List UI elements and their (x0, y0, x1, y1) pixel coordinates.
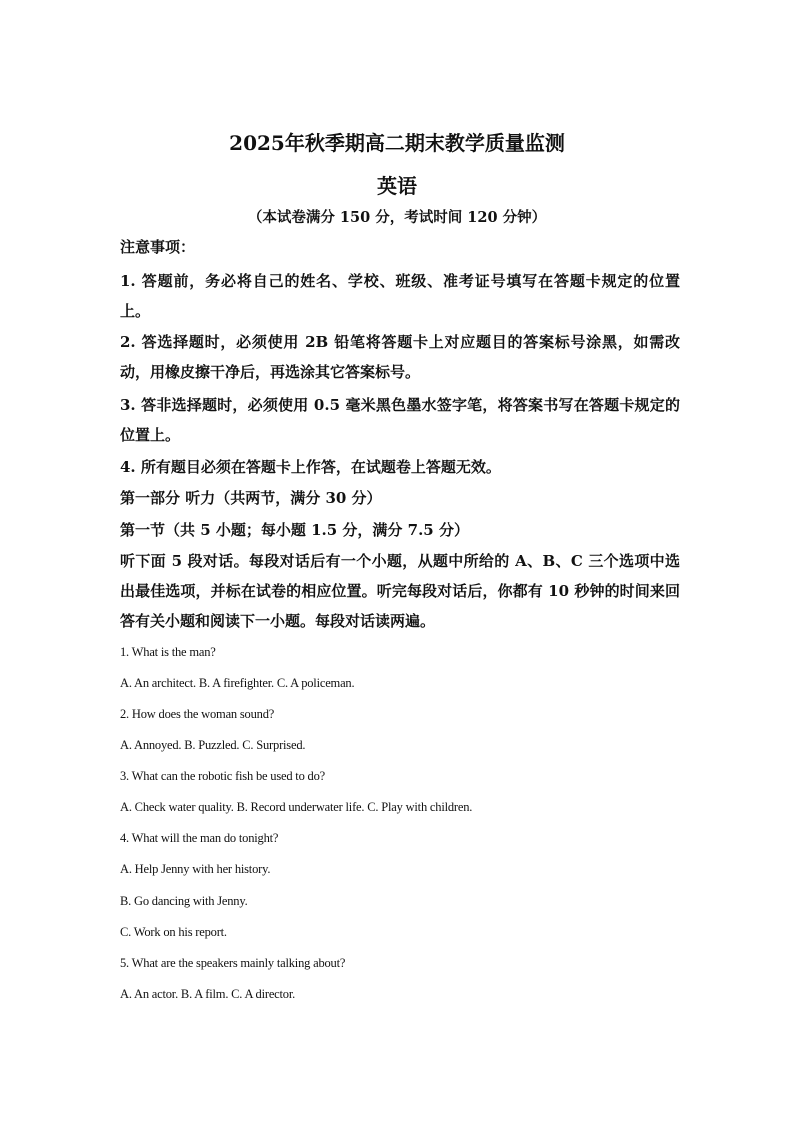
question-4-option-a: A. Help Jenny with her history. (120, 862, 271, 876)
question-4: 4. What will the man do tonight? (120, 831, 279, 845)
question-1-options: A. An architect. B. A firefighter. C. A policeman. (120, 676, 355, 690)
part1-heading: 第一部分 听力（共两节，满分 30 分） (120, 489, 382, 507)
notes-heading: 注意事项： (120, 238, 196, 256)
question-5: 5. What are the speakers mainly talking about? (120, 956, 346, 970)
note-item-2: 2. 答选择题时，必须使用 2B 铅笔将答题卡上对应题目的答案标号涂黑，如需改动，用橡皮擦干净后，再选涂其它答案标号。 (120, 333, 680, 381)
section1-heading: 第一节（共 5 小题；每小题 1.5 分，满分 7.5 分） (120, 521, 469, 539)
question-5-options: A. An actor. B. A film. C. A director. (120, 987, 296, 1001)
note-item-3: 3. 答非选择题时，必须使用 0.5 毫米黑色墨水签字笔，将答案书写在答题卡规定的位置上。 (120, 396, 680, 444)
subject-title: 英语 (377, 174, 417, 198)
question-4-option-b: B. Go dancing with Jenny. (120, 894, 248, 908)
question-2-options: A. Annoyed. B. Puzzled. C. Surprised. (120, 738, 306, 752)
question-3: 3. What can the robotic fish be used to do? (120, 769, 325, 783)
exam-info: （本试卷满分 150 分，考试时间 120 分钟） (247, 209, 547, 226)
question-4-option-c: C. Work on his report. (120, 925, 227, 939)
question-1: 1. What is the man? (120, 645, 216, 659)
question-2: 2. How does the woman sound? (120, 707, 275, 721)
question-3-options: A. Check water quality. B. Record underwater life. C. Play with children. (120, 800, 473, 814)
note-item-4: 4. 所有题目必须在答题卡上作答，在试题卷上答题无效。 (120, 458, 501, 476)
note-item-1: 1. 答题前，务必将自己的姓名、学校、班级、准考证号填写在答题卡规定的位置上。 (120, 272, 680, 320)
section1-instructions: 听下面 5 段对话。每段对话后有一个小题，从题中所给的 A、B、C 三个选项中选出最佳选项，并标在试卷的相应位置。听完每段对话后，你都有 10 秒钟的时间来回答有关小题和阅读下一小题。每段对话读两遍。 (120, 552, 680, 630)
exam-title: 2025年秋季期高二期末教学质量监测 (229, 131, 565, 155)
